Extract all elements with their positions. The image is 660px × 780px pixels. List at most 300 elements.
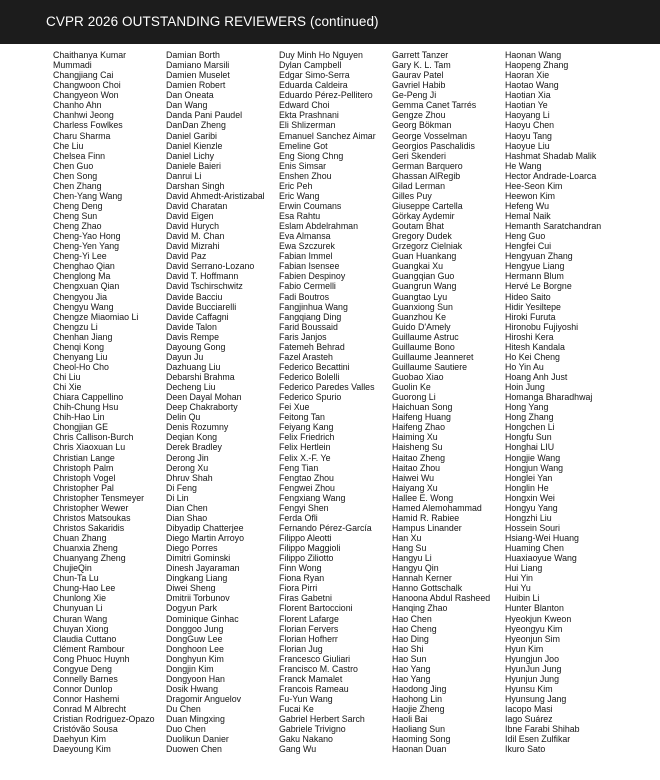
reviewer-name: Davide Talon bbox=[166, 321, 217, 333]
reviewer-name: Florian Hofherr bbox=[279, 633, 338, 645]
reviewer-name: Dominique Ginhac bbox=[166, 613, 239, 625]
reviewer-name: Florian Jug bbox=[279, 643, 323, 655]
reviewer-name: Duolikun Danier bbox=[166, 734, 229, 746]
reviewer-name: Chris Xiaoxuan Lu bbox=[53, 442, 126, 454]
reviewer-name: Hanno Gottschalk bbox=[392, 583, 463, 595]
reviewer-name: Hangyu Qin bbox=[392, 563, 439, 575]
reviewer-name: Haotao Wang bbox=[505, 80, 559, 92]
reviewer-name: Hampus Linander bbox=[392, 522, 462, 534]
reviewer-name: Hao Yang bbox=[392, 663, 431, 675]
reviewer-name: Edward Choi bbox=[279, 100, 330, 112]
reviewer-name: Chongjian GE bbox=[53, 422, 108, 434]
reviewer-name: Che Liu bbox=[53, 140, 84, 152]
reviewer-name: Gregory Dudek bbox=[392, 231, 452, 243]
reviewer-name: Chenhan Jiang bbox=[53, 331, 113, 343]
reviewer-name: Daniel Kienzle bbox=[166, 140, 223, 152]
reviewer-name: Christopher Wewer bbox=[53, 502, 129, 514]
reviewer-name: Hongjun Wang bbox=[505, 462, 564, 474]
reviewer-name: Chenghao Qian bbox=[53, 261, 115, 273]
reviewer-name: Huibin Li bbox=[505, 593, 540, 605]
reviewer-name: Haoyu Tang bbox=[505, 130, 552, 142]
reviewer-name: Danda Pani Paudel bbox=[166, 110, 243, 122]
reviewer-name: Chenyang Liu bbox=[53, 351, 108, 363]
reviewer-name: Christopher Pal bbox=[53, 482, 114, 494]
reviewer-name: Diego Martin Arroyo bbox=[166, 533, 244, 544]
reviewer-name: Hao Sun bbox=[392, 653, 427, 665]
reviewer-name: Feitong Tan bbox=[279, 412, 325, 424]
reviewer-name: Enshen Zhou bbox=[279, 170, 332, 182]
reviewer-name: Chengyu Wang bbox=[53, 301, 114, 313]
reviewer-name: Franck Mamalet bbox=[279, 673, 343, 685]
reviewer-name: Chi Xie bbox=[53, 382, 82, 394]
reviewer-name: Daniel Lichy bbox=[166, 150, 215, 162]
reviewer-name: Damiano Marsili bbox=[166, 60, 230, 72]
reviewer-name: Changjiang Cai bbox=[53, 70, 114, 82]
reviewer-name: Firas Gabetni bbox=[279, 593, 332, 605]
reviewer-name: Fadi Boutros bbox=[279, 291, 330, 303]
reviewer-name: Felix X.-F. Ye bbox=[279, 452, 331, 464]
reviewer-name: Connor Hashemi bbox=[53, 694, 120, 705]
reviewer-name: Emanuel Sanchez Aimar bbox=[279, 130, 376, 142]
reviewer-name: Christoph Vogel bbox=[53, 472, 116, 484]
reviewer-name: Cristóvão Sousa bbox=[53, 724, 118, 736]
reviewer-name: Haitao Zhou bbox=[392, 462, 441, 474]
reviewer-name: David Charatan bbox=[166, 200, 228, 212]
reviewer-name: Gengze Zhou bbox=[392, 110, 446, 122]
reviewer-name: Ibne Farabi Shihab bbox=[505, 724, 580, 736]
reviewer-name: Hong Zhang bbox=[505, 412, 554, 424]
reviewer-name: Ewa Szczurek bbox=[279, 241, 335, 253]
reviewer-name: German Barquero bbox=[392, 160, 463, 172]
reviewer-name: Hyunsu Kim bbox=[505, 683, 553, 695]
reviewer-name: Changwoon Choi bbox=[53, 80, 121, 92]
reviewer-name: Hongzhi Liu bbox=[505, 512, 552, 524]
reviewer-name: Davide Bacciu bbox=[166, 291, 223, 303]
reviewer-name: Hervé Le Borgne bbox=[505, 281, 572, 293]
reviewer-name: Fiona Ryan bbox=[279, 573, 325, 585]
reviewer-name: Guangkai Xu bbox=[392, 261, 444, 273]
reviewer-name: Cheng-Yi Lee bbox=[53, 251, 107, 263]
reviewer-name: Guanxiong Sun bbox=[392, 301, 453, 313]
reviewer-name: Haichuan Song bbox=[392, 402, 453, 414]
reviewer-name: Chaithanya Kumar bbox=[53, 50, 127, 61]
reviewer-name: Mummadi bbox=[53, 60, 92, 72]
reviewer-name: Guillaume Jeanneret bbox=[392, 351, 474, 363]
reviewer-name: Eduardo Pérez-Pellitero bbox=[279, 90, 373, 102]
reviewer-name: Chelsea Finn bbox=[53, 150, 106, 162]
reviewer-name: Haohong Lin bbox=[392, 694, 443, 705]
reviewer-name: Goutam Bhat bbox=[392, 221, 445, 233]
reviewer-name: Chuan Zhang bbox=[53, 533, 107, 544]
reviewer-name: Grzegorz Cielniak bbox=[392, 241, 463, 253]
reviewer-name: Charu Sharma bbox=[53, 130, 111, 142]
reviewer-name: Davide Caffagni bbox=[166, 311, 229, 323]
reviewer-name: Dogyun Park bbox=[166, 603, 218, 615]
reviewer-name: Danrui Li bbox=[166, 170, 202, 182]
reviewer-name: Darshan Singh bbox=[166, 180, 225, 192]
reviewer-name: Feiyang Kang bbox=[279, 422, 334, 434]
reviewer-name: Federico Paredes Valles bbox=[279, 382, 375, 394]
reviewer-name: Haoli Bai bbox=[392, 714, 428, 726]
reviewer-name: Haiwei Wu bbox=[392, 472, 435, 484]
reviewer-name: Dibyadip Chatterjee bbox=[166, 522, 244, 534]
reviewer-name: Eric Peh bbox=[279, 180, 313, 192]
reviewer-name: Deep Chakraborty bbox=[166, 402, 238, 414]
reviewer-name: Daniel Garibi bbox=[166, 130, 218, 142]
reviewer-column-3 bbox=[279, 51, 384, 755]
reviewer-name: Haotian Xia bbox=[505, 90, 551, 102]
reviewer-name: Chen Song bbox=[53, 170, 98, 182]
reviewer-name: Di Lin bbox=[166, 492, 189, 504]
reviewer-name: Derong Xu bbox=[166, 462, 209, 474]
reviewer-name: Ikuro Sato bbox=[505, 744, 546, 756]
reviewer-name: Fengwei Zhou bbox=[279, 482, 335, 494]
reviewer-name: Hanoona Abdul Rasheed bbox=[392, 593, 491, 605]
reviewer-name: Churan Wang bbox=[53, 613, 108, 625]
reviewer-name: Haojie Zheng bbox=[392, 704, 445, 716]
reviewer-name: Dian Shao bbox=[166, 512, 208, 524]
reviewer-name: Federico Spurio bbox=[279, 392, 342, 404]
reviewer-name: Christian Lange bbox=[53, 452, 115, 464]
reviewer-name: Hector Andrade-Loarca bbox=[505, 170, 597, 182]
reviewer-name: Eslam Abdelrahman bbox=[279, 221, 358, 233]
reviewer-name: Davis Rempe bbox=[166, 331, 219, 343]
reviewer-name: Hongchen Li bbox=[505, 422, 555, 434]
reviewer-column-1 bbox=[53, 51, 163, 755]
reviewer-name: Cheng-Yen Yang bbox=[53, 241, 120, 253]
reviewer-name: Fei Xue bbox=[279, 402, 310, 414]
reviewer-name: George Vosselman bbox=[392, 130, 468, 142]
reviewer-name: Finn Wong bbox=[279, 563, 322, 575]
reviewer-name: Hengyue Liang bbox=[505, 261, 565, 273]
reviewer-name: Chen Guo bbox=[53, 160, 94, 172]
reviewer-name: David Hurych bbox=[166, 221, 219, 233]
reviewer-name: Christos Matsoukas bbox=[53, 512, 131, 524]
reviewer-name: Guanzhou Ke bbox=[392, 311, 446, 323]
reviewer-name: Florian Fervers bbox=[279, 623, 339, 635]
reviewer-name: Eric Wang bbox=[279, 190, 320, 202]
page-header bbox=[0, 0, 660, 44]
reviewer-name: Dan Oneata bbox=[166, 90, 214, 102]
reviewer-name: Damien Robert bbox=[166, 80, 226, 92]
reviewer-name: Hidir Yesiltepe bbox=[505, 301, 561, 313]
reviewer-name: Federico Bolelli bbox=[279, 372, 340, 383]
reviewer-name: Gabriele Trivigno bbox=[279, 724, 346, 736]
reviewer-name: Hyungjun Joo bbox=[505, 653, 559, 665]
reviewer-name: Hee-Seon Kim bbox=[505, 180, 563, 192]
reviewer-name: Hiroshi Kera bbox=[505, 331, 554, 343]
reviewer-name: David M. Chan bbox=[166, 231, 225, 243]
reviewer-name: David Eigen bbox=[166, 211, 214, 222]
reviewer-name: Connor Dunlop bbox=[53, 683, 113, 695]
reviewer-name: Chuanyang Zheng bbox=[53, 553, 126, 565]
reviewer-name: Haisheng Su bbox=[392, 442, 443, 454]
reviewer-name: Idil Esen Zulfikar bbox=[505, 734, 571, 746]
reviewer-name: David Paz bbox=[166, 251, 207, 263]
reviewer-name: ChujieQin bbox=[53, 563, 92, 575]
reviewer-name: Hoin Jung bbox=[505, 382, 545, 394]
reviewer-name: Guangqian Guo bbox=[392, 271, 455, 283]
reviewer-name: Garrett Tanzer bbox=[392, 50, 449, 61]
reviewer-name: Hallee E. Wong bbox=[392, 492, 454, 504]
reviewer-name: Hao Ding bbox=[392, 633, 429, 645]
reviewer-name: Diwei Sheng bbox=[166, 583, 216, 595]
reviewer-name: Filippo Ziliotto bbox=[279, 553, 334, 565]
reviewer-name: Hang Su bbox=[392, 543, 427, 555]
reviewer-name: Haotian Ye bbox=[505, 100, 548, 112]
reviewer-name: Honghai LIU bbox=[505, 442, 555, 454]
reviewer-name: Hanqing Zhao bbox=[392, 603, 448, 615]
reviewer-name: Hideo Saito bbox=[505, 291, 551, 303]
reviewer-name: Chanho Ahn bbox=[53, 100, 102, 112]
reviewer-name: Dongyoon Han bbox=[166, 673, 225, 685]
reviewer-name: Gabriel Herbert Sarch bbox=[279, 714, 365, 726]
reviewer-name: Dayun Ju bbox=[166, 351, 204, 363]
reviewer-name: Di Feng bbox=[166, 482, 197, 494]
reviewer-name: Hyeonjun Sim bbox=[505, 633, 560, 645]
reviewer-name: Guillaume Bono bbox=[392, 341, 455, 353]
reviewer-name: Chen-Yang Wang bbox=[53, 190, 123, 202]
reviewer-name: Chi Liu bbox=[53, 372, 81, 383]
reviewer-name: Cong Phuoc Huynh bbox=[53, 653, 130, 665]
reviewer-name: Hui Yu bbox=[505, 583, 531, 595]
reviewer-column-4 bbox=[392, 51, 499, 755]
reviewer-name: Faris Janjos bbox=[279, 331, 327, 343]
reviewer-name: Guillaume Astruc bbox=[392, 331, 459, 343]
reviewer-name: Delin Qu bbox=[166, 412, 201, 424]
reviewer-name: Conrad M Albrecht bbox=[53, 704, 127, 716]
reviewer-name: Huaming Chen bbox=[505, 543, 564, 555]
reviewer-name: Hangyu Li bbox=[392, 553, 432, 565]
reviewer-name: Chen Zhang bbox=[53, 180, 102, 192]
reviewer-name: Gang Wu bbox=[279, 744, 317, 756]
reviewer-name: Dan Wang bbox=[166, 100, 208, 112]
reviewer-name: Dongjin Kim bbox=[166, 663, 214, 675]
reviewer-name: Duan Mingxing bbox=[166, 714, 225, 726]
reviewer-name: Ghassan AlRegib bbox=[392, 170, 461, 182]
reviewer-name: Hongfu Sun bbox=[505, 432, 552, 444]
reviewer-name: Hironobu Fujiyoshi bbox=[505, 321, 579, 333]
reviewer-name: Gary K. L. Tam bbox=[392, 60, 451, 72]
reviewer-name: Geri Skenderi bbox=[392, 150, 446, 162]
reviewer-name: Hengfei Cui bbox=[505, 241, 552, 253]
reviewer-name: Dingkang Liang bbox=[166, 573, 228, 585]
reviewer-name: Claudia Cuttano bbox=[53, 633, 117, 645]
reviewer-name: Ekta Prashnani bbox=[279, 110, 339, 122]
reviewer-name: Dinesh Jayaraman bbox=[166, 563, 240, 575]
reviewer-name: Dosik Hwang bbox=[166, 683, 219, 695]
reviewer-name: Dimitri Gominski bbox=[166, 553, 231, 565]
reviewer-name: Chunlong Xie bbox=[53, 593, 107, 605]
reviewer-name: Gaku Nakano bbox=[279, 734, 333, 746]
reviewer-name: Hamid R. Rabiee bbox=[392, 512, 460, 524]
reviewer-name: Haonan Wang bbox=[505, 50, 562, 61]
reviewer-name: Hengyuan Zhang bbox=[505, 251, 573, 263]
reviewer-name: Guorong Li bbox=[392, 392, 436, 404]
reviewer-name: Daeyoung Kim bbox=[53, 744, 111, 756]
reviewer-name: Fernando Pérez-García bbox=[279, 522, 372, 534]
reviewer-name: Congyue Deng bbox=[53, 663, 112, 675]
reviewer-name: Hyun Kim bbox=[505, 643, 544, 655]
reviewer-name: Guangtao Lyu bbox=[392, 291, 448, 303]
reviewer-name: Ferda Ofli bbox=[279, 512, 318, 524]
reviewer-name: David Tschirschwitz bbox=[166, 281, 243, 293]
reviewer-name: Cheng Zhao bbox=[53, 221, 102, 233]
reviewer-name: Hsiang-Wei Huang bbox=[505, 533, 579, 544]
reviewer-name: Debarshi Brahma bbox=[166, 372, 235, 383]
reviewer-name: Christos Sakaridis bbox=[53, 522, 125, 534]
reviewer-name: Chengxuan Qian bbox=[53, 281, 120, 293]
reviewer-name: Gavriel Habib bbox=[392, 80, 446, 92]
reviewer-name: Duy Minh Ho Nguyen bbox=[279, 50, 363, 61]
reviewer-name: Heng Guo bbox=[505, 231, 546, 243]
reviewer-name: Fabian Immel bbox=[279, 251, 333, 263]
reviewer-name: Christopher Tensmeyer bbox=[53, 492, 145, 504]
reviewer-name: Hyeokjun Kweon bbox=[505, 613, 572, 625]
reviewer-name: Hongyu Yang bbox=[505, 502, 558, 514]
reviewer-name: DongGuw Lee bbox=[166, 633, 223, 645]
reviewer-name: Iacopo Masi bbox=[505, 704, 553, 716]
reviewer-name: Enis Simsar bbox=[279, 160, 327, 172]
reviewer-name: Chenglong Ma bbox=[53, 271, 111, 283]
reviewer-name: Cheng Sun bbox=[53, 211, 98, 222]
reviewer-name: Guido D'Amely bbox=[392, 321, 451, 333]
reviewer-name: Fabien Despinoy bbox=[279, 271, 346, 283]
reviewer-name: Fangqiang Ding bbox=[279, 311, 342, 323]
reviewer-name: Georgios Paschalidis bbox=[392, 140, 475, 152]
reviewer-name: Haoyang Li bbox=[505, 110, 550, 122]
reviewer-name: Cheng Deng bbox=[53, 200, 103, 212]
reviewer-name: Chanhwi Jeong bbox=[53, 110, 114, 122]
reviewer-name: Hyunjun Jung bbox=[505, 673, 559, 685]
reviewer-name: Dian Chen bbox=[166, 502, 208, 514]
reviewer-name: Dhruv Shah bbox=[166, 472, 213, 484]
reviewer-name: DanDan Zheng bbox=[166, 120, 226, 132]
reviewer-name: Diego Porres bbox=[166, 543, 218, 555]
reviewer-name: Deen Dayal Mohan bbox=[166, 392, 242, 404]
reviewer-name: Homanga Bharadhwaj bbox=[505, 392, 593, 404]
reviewer-name: Dayoung Gong bbox=[166, 341, 226, 353]
reviewer-name: Guangrun Wang bbox=[392, 281, 457, 293]
reviewer-name: Hongjie Wang bbox=[505, 452, 561, 464]
reviewer-name: Felix Hertlein bbox=[279, 442, 331, 454]
reviewer-name: Florent Bartoccioni bbox=[279, 603, 353, 615]
reviewer-name: Cristian Rodriguez-Opazo bbox=[53, 714, 155, 726]
reviewer-name: Damian Borth bbox=[166, 50, 220, 61]
reviewer-name: He Wang bbox=[505, 160, 542, 172]
reviewer-name: Ge-Peng Ji bbox=[392, 90, 437, 102]
reviewer-name: Hui Liang bbox=[505, 563, 543, 575]
reviewer-name: Chunyuan Li bbox=[53, 603, 103, 615]
reviewer-name: Chuyan Xiong bbox=[53, 623, 109, 635]
reviewer-name: Daehyun Kim bbox=[53, 734, 106, 746]
reviewer-name: Guobao Xiao bbox=[392, 372, 444, 383]
reviewer-name: Haiming Xu bbox=[392, 432, 438, 444]
reviewer-name: Haoming Song bbox=[392, 734, 451, 746]
reviewer-name: Han Xu bbox=[392, 533, 422, 544]
reviewer-name: Fatemeh Behrad bbox=[279, 341, 345, 353]
reviewer-name: Gilles Puy bbox=[392, 190, 432, 202]
reviewer-name: Ho Yin Au bbox=[505, 361, 544, 373]
reviewer-name: Florent Lafarge bbox=[279, 613, 339, 625]
reviewer-name: Chuanxia Zheng bbox=[53, 543, 118, 555]
reviewer-name: Du Chen bbox=[166, 704, 201, 716]
reviewer-name: Chris Callison-Burch bbox=[53, 432, 134, 444]
reviewer-name: HyunJun Jung bbox=[505, 663, 562, 675]
reviewer-name: Fengtao Zhou bbox=[279, 472, 334, 484]
reviewer-name: Hao Chen bbox=[392, 613, 432, 625]
reviewer-name: Duo Chen bbox=[166, 724, 206, 736]
reviewer-name: Haoyue Liu bbox=[505, 140, 550, 152]
reviewer-name: Chung-Hao Lee bbox=[53, 583, 116, 595]
reviewer-name: Fangjinhua Wang bbox=[279, 301, 348, 313]
reviewer-name: Guan Huankang bbox=[392, 251, 457, 263]
reviewer-name: Duowen Chen bbox=[166, 744, 222, 756]
reviewer-name: Gemma Canet Tarrés bbox=[392, 100, 477, 112]
reviewer-name: Hunter Blanton bbox=[505, 603, 564, 615]
reviewer-column-5 bbox=[505, 51, 610, 755]
reviewer-name: Fabio Cermelli bbox=[279, 281, 336, 293]
reviewer-name: Fucai Ke bbox=[279, 704, 314, 716]
reviewer-name: Georg Bökman bbox=[392, 120, 452, 132]
reviewer-name: David T. Hoffmann bbox=[166, 271, 239, 283]
reviewer-name: Haitao Zheng bbox=[392, 452, 446, 464]
reviewer-name: Damien Muselet bbox=[166, 70, 230, 82]
reviewer-name: Changyeon Won bbox=[53, 90, 119, 102]
reviewer-name: Connelly Barnes bbox=[53, 673, 118, 685]
reviewer-name: Eduarda Caldeira bbox=[279, 80, 348, 92]
reviewer-name: Clément Rambour bbox=[53, 643, 125, 655]
reviewer-name: Hong Yang bbox=[505, 402, 549, 414]
reviewer-name: Haopeng Zhang bbox=[505, 60, 569, 72]
reviewer-name: Federico Becattini bbox=[279, 361, 350, 373]
reviewer-name: Hao Cheng bbox=[392, 623, 437, 635]
reviewer-name: Honglei Yan bbox=[505, 472, 553, 484]
reviewer-name: David Ahmedt-Aristizabal bbox=[166, 190, 265, 202]
reviewer-columns bbox=[53, 51, 653, 779]
reviewer-name: Francisco M. Castro bbox=[279, 663, 358, 675]
reviewer-name: Chengzu Li bbox=[53, 321, 98, 333]
reviewer-name: Haoran Xie bbox=[505, 70, 550, 82]
reviewer-name: Edgar Simo-Serra bbox=[279, 70, 350, 82]
reviewer-name: Francesco Giuliari bbox=[279, 653, 351, 665]
reviewer-name: Donggoo Jung bbox=[166, 623, 224, 635]
reviewer-name: Dylan Campbell bbox=[279, 60, 342, 72]
reviewer-name: Hannah Kerner bbox=[392, 573, 452, 585]
reviewer-name: Hemal Naik bbox=[505, 211, 551, 222]
reviewer-name: Hyunsung Jang bbox=[505, 694, 567, 705]
reviewer-name: David Serrano-Lozano bbox=[166, 261, 255, 273]
reviewer-name: Donghoon Lee bbox=[166, 643, 224, 655]
reviewer-name: Hao Shi bbox=[392, 643, 424, 655]
reviewer-name: Fazel Arasteh bbox=[279, 351, 333, 363]
reviewer-name: Gilad Lerman bbox=[392, 180, 445, 192]
reviewer-name: Cheol-Ho Cho bbox=[53, 361, 109, 373]
reviewer-name: Deqian Kong bbox=[166, 432, 218, 444]
reviewer-name: Haodong Jing bbox=[392, 683, 447, 695]
reviewer-name: Cheng-Yao Hong bbox=[53, 231, 121, 243]
reviewer-name: Fengyi Shen bbox=[279, 502, 329, 514]
reviewer-name: Erwin Coumans bbox=[279, 200, 342, 212]
reviewer-name: Dmitrii Torbunov bbox=[166, 593, 230, 605]
reviewer-name: Eli Shlizerman bbox=[279, 120, 336, 132]
reviewer-name: Hoang Anh Just bbox=[505, 372, 568, 383]
reviewer-name: Decheng Liu bbox=[166, 382, 216, 394]
reviewer-name: Hui Yin bbox=[505, 573, 533, 585]
reviewer-name: Chih-Chung Hsu bbox=[53, 402, 119, 414]
reviewer-name: Dazhuang Liu bbox=[166, 361, 221, 373]
reviewer-name: Hao Yang bbox=[392, 673, 431, 685]
